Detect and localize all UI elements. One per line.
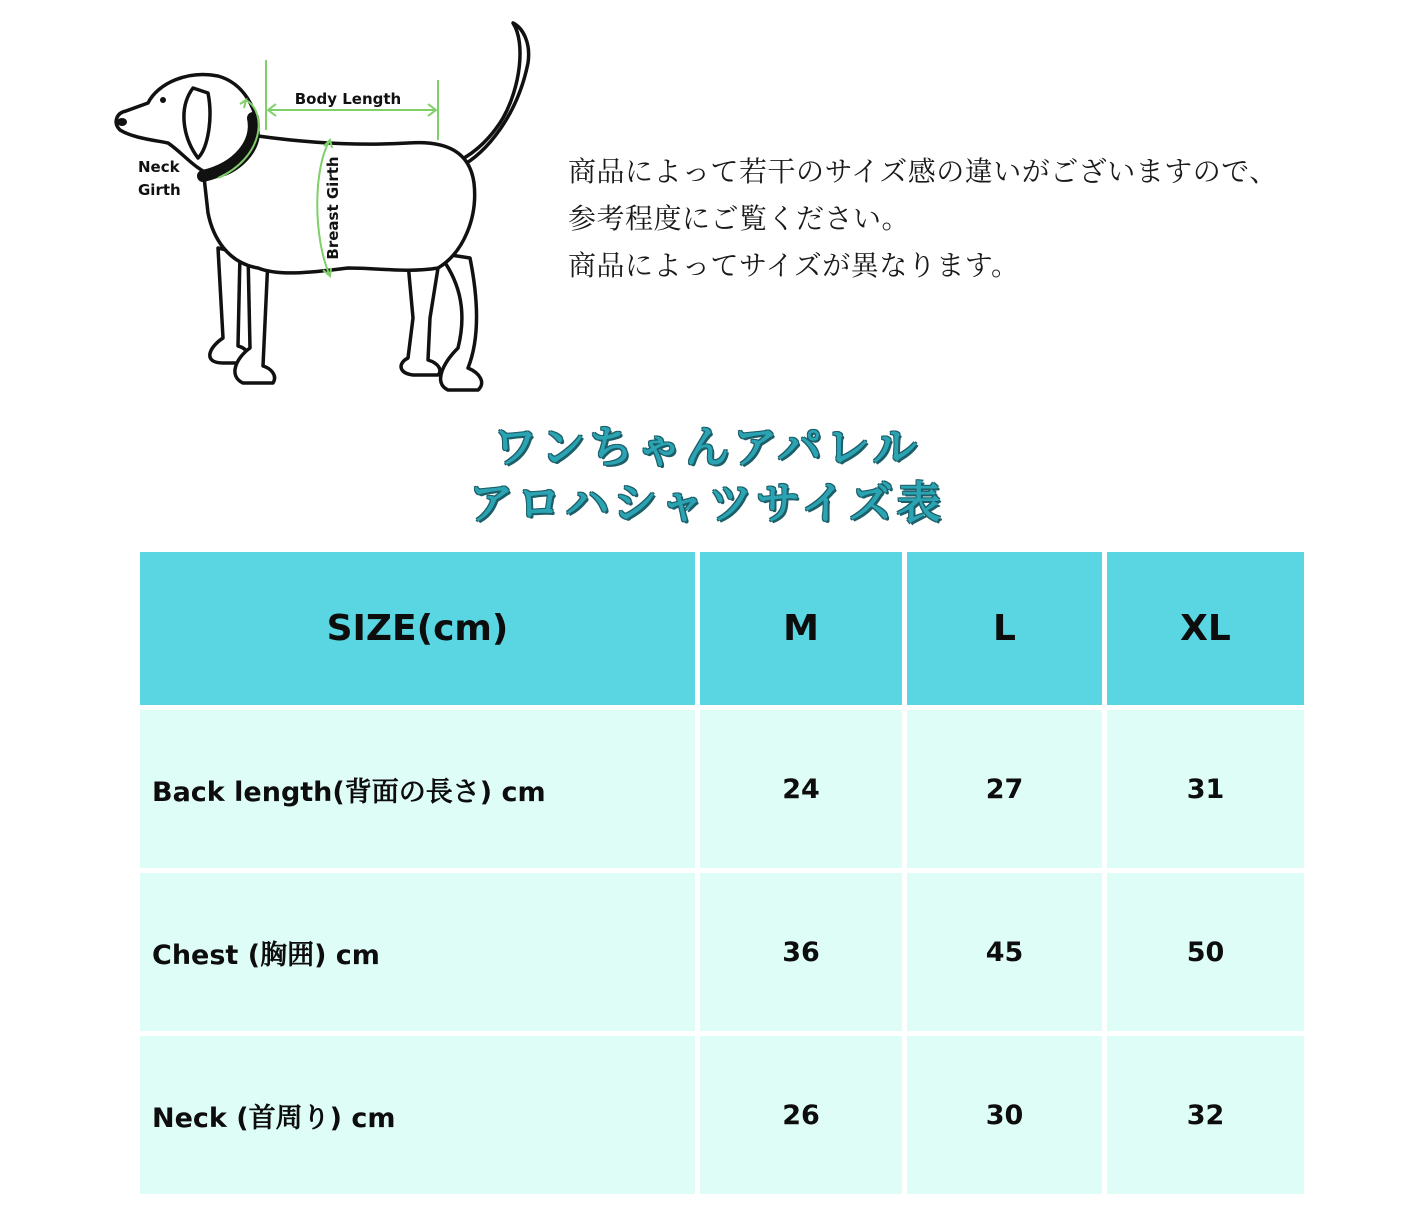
title-line-1: ワンちゃんアパレル (493, 422, 921, 473)
size-chart-title (0, 420, 1414, 532)
row-label-back-length: Back length(背面の長さ) cm (140, 710, 700, 873)
notes-line-2: 参考程度にご覧ください。 (568, 202, 911, 235)
header-l: L (907, 552, 1107, 710)
title-line-2: アロハシャツサイズ表 (469, 478, 945, 529)
table-row (140, 1036, 1304, 1194)
dog-measurement-illustration (108, 18, 548, 398)
table-cell: 24 (700, 710, 907, 873)
table-cell: 27 (907, 710, 1107, 873)
table-cell: 45 (907, 873, 1107, 1036)
dog-eye (160, 97, 166, 103)
table-cell: 36 (700, 873, 907, 1036)
breast-girth-label: Breast Girth (324, 156, 342, 260)
table-row (140, 873, 1304, 1036)
table-cell: 30 (907, 1036, 1107, 1194)
size-notes (568, 148, 1388, 289)
table-cell: 50 (1107, 873, 1304, 1036)
table-cell: 31 (1107, 710, 1304, 873)
body-length-label: Body Length (294, 90, 402, 108)
header-m: M (700, 552, 907, 710)
table-cell: 32 (1107, 1036, 1304, 1194)
header-xl: XL (1107, 552, 1304, 710)
table-row (140, 710, 1304, 873)
neck-girth-label-line1: Neck (138, 158, 180, 176)
header-size: SIZE(cm) (140, 552, 700, 710)
notes-line-1: 商品によって若干のサイズ感の違いがございますので、 (568, 155, 1278, 188)
neck-girth-label-line2: Girth (138, 181, 181, 199)
row-label-chest: Chest (胸囲) cm (140, 873, 700, 1036)
table-cell: 26 (700, 1036, 907, 1194)
notes-line-3: 商品によってサイズが異なります。 (568, 249, 1020, 282)
row-label-neck: Neck (首周り) cm (140, 1036, 700, 1194)
table-header-row (140, 552, 1304, 710)
dog-nose (117, 118, 127, 126)
dog-outline (116, 23, 528, 390)
size-table (140, 552, 1304, 1194)
